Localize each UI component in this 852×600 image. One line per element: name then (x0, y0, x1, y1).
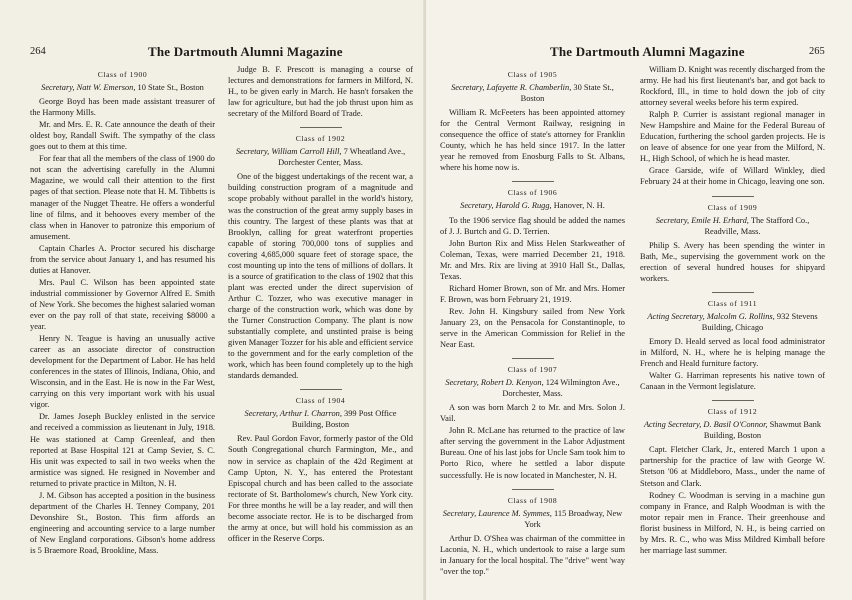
class-secretary (640, 311, 825, 333)
secretary-name: Secretary, Lafayette R. Chamberlin, (451, 83, 572, 93)
news-paragraph: Rev. Paul Gordon Favor, formerly pastor of the Old South Congregational church Farmington, Me., and now in service as chaplain of the 42d Regiment at Camp Upton, N. Y., has entered the Protestant Episcopal church and has been called to the associate rectorate of St. Bartholomew's church, New York city. For three months he will be a lay reader, and will then become associate rector. He is to be discharged from the army at once, but will hold his commission as an officer in the Reserve Corps. (228, 434, 413, 543)
secretary-name: Secretary, Natt W. Emerson, (41, 83, 136, 93)
class-secretary (640, 419, 825, 441)
secretary-address: Shawmut Bank Building, Boston (703, 420, 822, 441)
secretary-name: Secretary, Laurence M. Symmes, (442, 508, 552, 518)
news-paragraph: Emory D. Heald served as local food administrator in Milford, N. H., where he is helping manage the French and Heald furniture factory. (640, 336, 825, 369)
class-secretary (440, 377, 625, 399)
right-page-number: 265 (809, 46, 825, 57)
secretary-name: Acting Secretary, Malcolm G. Rollins, (647, 311, 775, 321)
class-secretary (228, 146, 413, 168)
news-paragraph: William D. Knight was recently discharged from the army. He had his first lieutenant's bar, and got back to Rockford, Ill., in time to hold down the job of city attorney several weeks before his term expired. (640, 65, 825, 108)
section-divider (712, 292, 754, 293)
class-heading: Class of 1907 (507, 365, 558, 375)
class-heading: Class of 1911 (707, 298, 758, 308)
news-paragraph: To the 1906 service flag should be added the names of J. J. Burtch and G. D. Terrien. (440, 215, 625, 236)
news-paragraph: Grace Garside, wife of Willard Winkley, died February 24 at their home in Chicago, leaving one son. (640, 166, 825, 187)
news-paragraph: Dr. James Joseph Buckley enlisted in the service and received a commission as lieutenant in July, 1918. He was stationed at Camp Greenleaf, and then reported at Base Hospital 121 at Camp Sevier, S. C. His unit was expected to sail in two weeks when the armistice was signed. He resigned in November and returned to private practice in Milton, N. H. (30, 412, 215, 488)
secretary-name: Acting Secretary, D. Basil O'Connor, (643, 420, 768, 430)
left-running-header: The Dartmouth Alumni Magazine (148, 44, 343, 59)
class-secretary (440, 508, 625, 530)
class-heading: Class of 1902 (295, 134, 346, 144)
class-heading: Class of 1900 (97, 70, 148, 79)
section-divider (512, 489, 554, 490)
news-paragraph: Walter G. Harriman represents his native town of Canaan in the Vermont legislature. (640, 371, 825, 392)
secretary-name: Secretary, Robert D. Kenyon, (445, 378, 544, 388)
secretary-address: 115 Broadway, New York (524, 508, 623, 529)
class-heading: Class of 1912 (707, 407, 758, 417)
class-secretary (30, 82, 215, 93)
secretary-address: 932 Stevens Building, Chicago (701, 311, 818, 332)
news-paragraph: Mr. and Mrs. E. R. Cate announce the death of their oldest boy, Randall Swift. The sympathy of the class goes out to them at this time. (30, 120, 215, 152)
news-paragraph: J. M. Gibson has accepted a position in the business department of the Charles H. Tenney Company, 201 Devonshire St., Boston. This firm affords an engineering and accounting service to a large number of New England corporations. Gibson's home address is 5 Braemore Road, Brookline, Mass. (30, 490, 215, 555)
news-paragraph: William R. McFeeters has been appointed attorney for the Central Vermont Railway, resigning in consequence the office of state's attorney for Franklin County, which he has held since 1917. In the latter year he removed from Enosburg Falls to St. Albans, where his home now is. (440, 108, 625, 173)
news-paragraph: One of the biggest undertakings of the recent war, a building construction program of a magnitude and scope probably without parallel in the world's history, was the construction of the great army supply bases in this country. The largest of these plants was that at Brooklyn, calling for great waterfront properties capable of storing 700,000 tons of supplies and covering 4,685,000 square feet of storage space, the cost mounting up into the tens of millions of dollars. It is a source of gratification to the class of 1902 that this plant was erected under the direct supervision of Arthur C. Tozzer, who was executive manager in charge of the construction work, which was done by the Turner Construction Company. The plant is now substantially complete, and unstinted praise is being given Manager Tozzer for his able and efficient service to the government and for the early completion of the work, which has been found completely up to the high standards demanded. (228, 172, 413, 381)
news-paragraph: Philip S. Avery has been spending the winter in Bath, Me., supervising the government work on the erection of several hundred houses for shipyard workers. (640, 240, 825, 283)
class-secretary (440, 82, 625, 104)
news-paragraph: John Burton Rix and Miss Helen Starkweather of Coleman, Texas, were married December 21, 1918. Mr. and Mrs. Rix are living at 3910 Hall St., Dallas, Texas. (440, 238, 625, 281)
secretary-address: 30 State St., Boston (520, 83, 614, 104)
right-column-2 (640, 64, 825, 557)
news-paragraph: Richard Homer Brown, son of Mr. and Mrs. Homer F. Brown, was born February 21, 1919. (440, 283, 625, 304)
section-divider (512, 181, 554, 182)
section-divider (512, 358, 554, 359)
section-divider (300, 127, 342, 128)
secretary-name: Secretary, Emile H. Erhard, (655, 215, 749, 225)
secretary-address: 10 State St., Boston (135, 83, 204, 93)
secretary-address: The Stafford Co., Readville, Mass. (704, 215, 810, 236)
news-paragraph: For fear that all the members of the class of 1900 do not scan the advertising carefully in the Alumni Magazine, we would call their attention to the first pages of that section. Please note that H. M. Tibbetts is manager of the Nugget Theatre. He offers a wonderful line of films, and it behooves every member of the class when in Hanover to patronize this emporium of amusement. (30, 154, 215, 241)
secretary-name: Secretary, William Carroll Hill, (235, 147, 342, 157)
secretary-address: 124 Wilmington Ave., Dorchester, Mass. (502, 378, 620, 399)
right-page (426, 0, 852, 600)
news-paragraph: Arthur D. O'Shea was chairman of the committee in Laconia, N. H., which undertook to raise a large sum in January for the local hospital. The "drive" went 'way "over the top." (440, 533, 625, 576)
news-paragraph: Henry N. Teague is having an unusually active career as an associate director of construction development for the Department of Labor. He has held conferences in the states of Illinois, Indiana, Ohio, and Wisconsin, and in the East. He is now in the Far West, carrying on this very important work with his usual vigor. (30, 334, 215, 410)
class-secretary (640, 215, 825, 237)
class-heading: Class of 1904 (295, 396, 346, 406)
news-paragraph: Captain Charles A. Proctor secured his discharge from the service about January 1, and has resumed his duties at Hanover. (30, 243, 215, 275)
class-secretary (228, 408, 413, 430)
right-column-1 (440, 64, 625, 578)
secretary-name: Secretary, Harold G. Rugg, (460, 201, 552, 211)
news-paragraph: George Boyd has been made assistant treasurer of the Harmony Mills. (30, 97, 215, 118)
left-column-1 (30, 64, 215, 557)
section-divider (712, 196, 754, 197)
class-heading: Class of 1905 (507, 70, 558, 79)
news-paragraph: Rodney C. Woodman is serving in a machine gun company in France, and Ralph Woodman is with the motor repair men in France. Their greenhouse and florist business in Milford, N. H., is being carried on by Mrs. R. C., who was Miss Mildred Kimball before her marriage last summer. (640, 490, 825, 555)
secretary-address: Hanover, N. H. (551, 201, 605, 211)
secretary-address: 7 Wheatland Ave., Dorchester Center, Mass. (278, 147, 406, 168)
news-paragraph: Rev. John H. Kingsbury sailed from New York January 23, on the Pensacola for Constantinople, to serve in the American Commission for Relief in the Near East. (440, 306, 625, 350)
left-column-2 (228, 64, 413, 545)
news-paragraph: John R. McLane has returned to the practice of law after serving the government in the Labor Adjustment Bureau. One of his last jobs for Uncle Sam took him to Porto Rico, where he settled a labor dispute successfully. He is now located in Manchester, N. H. (440, 426, 625, 480)
section-divider (712, 400, 754, 401)
class-heading: Class of 1908 (507, 495, 558, 505)
news-paragraph: Ralph P. Currier is assistant regional manager in New Hampshire and Maine for the Federal Bureau of Education, furthering the school garden projects. He is on leave of absence for one year from the Milford, N. H., High School, of which he is head master. (640, 110, 825, 164)
class-secretary (440, 200, 625, 211)
secretary-name: Secretary, Arthur I. Charron, (244, 409, 342, 419)
news-paragraph: A son was born March 2 to Mr. and Mrs. Solon J. Vail. (440, 403, 625, 424)
section-divider (300, 389, 342, 390)
news-paragraph: Judge B. F. Prescott is managing a course of lectures and demonstrations for farmers in Milford, N. H., to be given early in March. He hasn't forsaken the law for agriculture, but had the job thrust upon him as secretary of the Milford Board of Trade. (228, 65, 413, 119)
secretary-address: 399 Post Office Building, Boston (291, 409, 397, 430)
news-paragraph: Capt. Fletcher Clark, Jr., entered March 1 upon a partnership for the practice of law with George W. Stetson '06 at Middleboro, Mass., under the name of Stetson and Clark. (640, 445, 825, 488)
class-heading: Class of 1909 (707, 202, 758, 212)
news-paragraph: Mrs. Paul C. Wilson has been appointed state industrial commissioner by Governor Alfred E. Smith of New York. She becomes the highest salaried woman ever on the pay roll of that state, receiving $8000 a year. (30, 277, 215, 332)
class-heading: Class of 1906 (507, 188, 558, 198)
right-running-header: The Dartmouth Alumni Magazine (550, 44, 745, 59)
left-page-number: 264 (30, 46, 46, 57)
